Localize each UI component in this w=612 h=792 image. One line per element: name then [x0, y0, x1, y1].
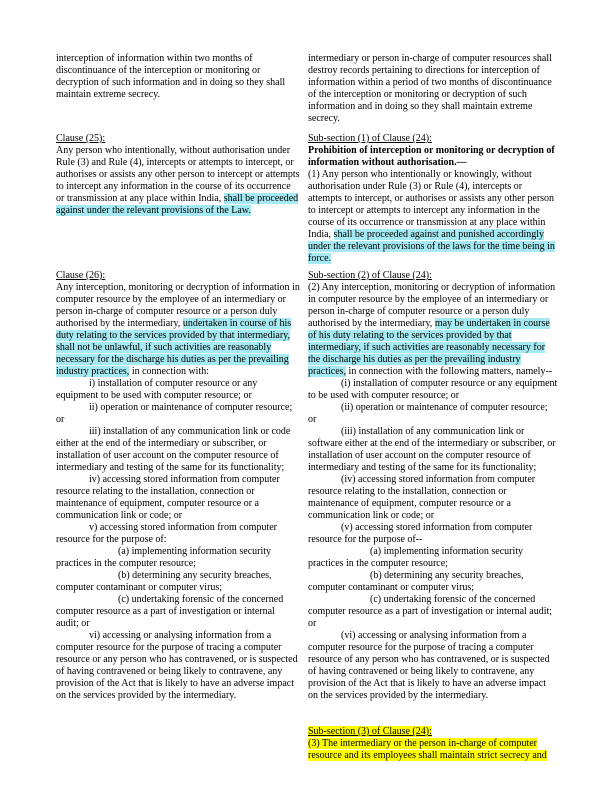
subsection-2-3-cell — [308, 270, 558, 762]
right-continuation-cell — [308, 53, 558, 133]
clause-25-cell — [56, 133, 300, 270]
left-continuation-cell — [56, 53, 300, 133]
clause-26-item-vi: vi) accessing or analysing information from a computer resource for the purpose of tracing a computer resource or any person who has contravened, or is suspected of having contravened or being likely to contravene, any provision of the Act that is likely to have an adverse impact on the services provided by the intermediary. — [56, 630, 298, 701]
clause-25-body-text: Any person who intentionally, without authorisation under Rule (3) and Rule (4), intercepts or attempts to intercept, or authorises or assists any other person to intercept or attempts to intercept any information in the course of its occurrence or transmission at any place within India, — [56, 145, 300, 204]
subsection-2-body-text: (2) Any interception, monitoring or decryption of information in computer resource by the employee of an intermediary or person in-charge of computer resource or a person duly authorised by the intermediary, — [308, 282, 556, 329]
clause-26-item-iii: iii) installation of any communication link or code either at the end of the intermediary or subscriber, or installation of user account on the computer resource of intermediary and testing of the same for its functionality; — [56, 426, 291, 473]
clause-26-item-i: i) installation of computer resource or any equipment to be used with computer resource; or — [56, 378, 258, 401]
clause-26-cell — [56, 270, 300, 762]
subsection-2-item-v-b: (b) determining any security breaches, computer contaminant or computer virus; — [308, 570, 524, 593]
subsection-2-item-v: (v) accessing stored information from computer resource for the purpose of-- — [308, 522, 533, 545]
clause-26-item-ii: ii) operation or maintenance of computer resource; or — [56, 402, 293, 425]
clause-26-item-v-b: (b) determining any security breaches, computer contaminant or computer virus; — [56, 570, 272, 593]
clause-26-cyan-highlight: undertaken in course of his duty relating to the services provided by that intermediary, shall not be unlawful, if such activities are reasonably necessary for the discharge his duties as per the prevailing industry practices, — [56, 318, 292, 377]
subsection-2-item-vi: (vi) accessing or analysing information from a computer resource for the purpose of tracing a computer resource of any person who has contravened, or is suspected of having contravened or being likely to contravene, any provision of the Act that is likely to have an adverse impact on the services provided by the intermediary. — [308, 630, 550, 701]
clause-26-heading: Clause (26): — [56, 270, 106, 281]
left-continuation-paragraph: interception of information within two months of discontinuance of the interception or monitoring or decryption of such information and in doing so they shall maintain extreme secrecy. — [56, 53, 286, 100]
subsection-2-item-v-c: (c) undertaking forensic of the concerned computer resource as a part of investigation or internal audit; or — [308, 594, 553, 629]
subsection-3-heading: Sub-section (3) of Clause (24): — [308, 726, 432, 737]
subsection-2-item-ii: (ii) operation or maintenance of computer resource; or — [308, 402, 548, 425]
subsection-1-body-text: (1) Any person who intentionally or knowingly, without authorisation under Rule (3) or Rule (4), intercepts or attempts to intercept, or authorises or assists any other person to intercept or attempts to intercept any information in the course of its occurrence or transmission at any place within India, — [308, 169, 555, 240]
subsection-1-heading: Sub-section (1) of Clause (24): — [308, 133, 432, 144]
clause-26-item-iv: iv) accessing stored information from computer resource relating to the installation, connection or maintenance of equipment, computer resource or a communication link or code; or — [56, 474, 280, 521]
clause-25-cyan-highlight: shall be proceeded against under the relevant provisions of the Law. — [56, 193, 299, 216]
clause-25-heading: Clause (25): — [56, 133, 106, 144]
subsection-3-block — [308, 726, 558, 762]
clause-26-item-v: v) accessing stored information from computer resource for the purpose of: — [56, 522, 277, 545]
subsection-3-body — [308, 738, 558, 762]
clause-26-body — [56, 282, 300, 378]
subsection-2-body-post: in connection with the following matters, namely-- — [346, 366, 553, 377]
subsection-2-heading: Sub-section (2) of Clause (24): — [308, 270, 432, 281]
clause-26-item-v-a: (a) implementing information security practices in the computer resource; — [56, 546, 272, 569]
two-column-comparison — [56, 53, 558, 762]
clause-25-body — [56, 145, 300, 217]
subsection-2-item-iii: (iii) installation of any communication link or software either at the end of the intermediary or subscriber, or installation of user account on the computer resource of intermediary and testing of the same for its functionality; — [308, 426, 556, 473]
subsection-1-body — [308, 169, 558, 265]
subsection-1-bold-lead: Prohibition of interception or monitoring or decryption of information without authorisation.— — [308, 145, 555, 168]
clause-26-body-text: Any interception, monitoring or decryption of information in computer resource by the employee of an intermediary or person in-charge of computer resource or a person duly authorised by the intermediary, — [56, 282, 300, 329]
subsection-2-item-iv: (iv) accessing stored information from computer resource relating to the installation, connection or maintenance of equipment, computer resource or a communication link or code; or — [308, 474, 536, 521]
subsection-3-heading-line — [308, 726, 558, 738]
right-continuation-paragraph: intermediary or person in-charge of computer resources shall destroy records pertaining to directions for interception of information within a period of two months of discontinuance of the interception or monitoring or decryption of such information and in doing so they shall maintain extreme secrecy. — [308, 53, 552, 124]
subsection-2-cyan-highlight: may be undertaken in course of his duty relating to the services provided by that intermediary, if such activities are reasonably necessary for the discharge his duties as per the prevailing industry practices, — [308, 318, 550, 377]
clause-26-body-post: in connection with: — [129, 366, 210, 377]
subsection-1-cyan-highlight: shall be proceeded against and punished accordingly under the relevant provisions of the laws for the time being in force. — [308, 229, 555, 264]
subsection-2-item-i: (i) installation of computer resource or any equipment to be used with computer resource; or — [308, 378, 558, 401]
clause-26-item-v-c: (c) undertaking forensic of the concerned computer resource as a part of investigation or internal audit; or — [56, 594, 284, 629]
subsection-2-body — [308, 282, 558, 378]
subsection-2-item-v-a: (a) implementing information security practices in the computer resource; — [308, 546, 524, 569]
subsection-3-yellow-highlight: (3) The intermediary or the person in-charge of computer resource and its employees shall maintain strict secrecy and — [308, 738, 547, 761]
subsection-1-cell — [308, 133, 558, 270]
